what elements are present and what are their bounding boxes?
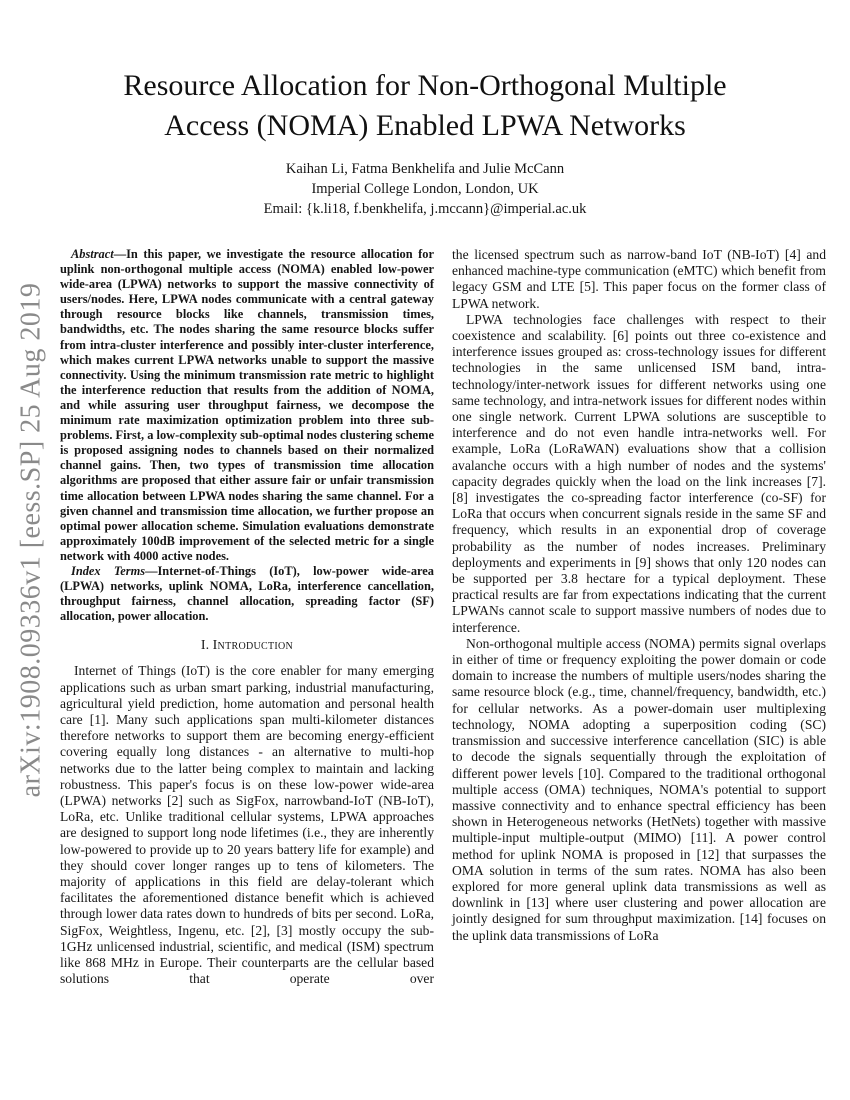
section-title: Introduction	[212, 638, 294, 654]
column-right	[452, 247, 826, 987]
affiliation-line: Imperial College London, London, UK	[311, 181, 539, 197]
section-heading-introduction	[60, 638, 434, 654]
abstract-text: —In this paper, we investigate the resource allocation for uplink non-orthogonal multiple access (NOMA) enabled low-power wide-area (LPWA) networks to support the massive connectivity of users/nodes. Here, LPWA nodes communicate with a central gateway through resource blocks like channels, transmission times, bandwidths, etc. The nodes sharing the same resource blocks suffer from intra-cluster interference and possibly inter-cluster interference, which makes current LPWA networks unable to support the massive connectivity. Using the minimum transmission rate metric to highlight the interference reduction that results from the addition of NOMA, and while assuring user throughput fairness, we decompose the minimum rate maximization optimization problem into three sub-problems. First, a low-complexity sub-optimal nodes clustering scheme is proposed assigning nodes to channels based on their normalized channel gains. Then, two types of transmission time allocation algorithms are proposed that either assure fair or unfair transmission time allocation between LPWA nodes sharing the same channel. For a given channel and transmission time allocation, we further propose an optimal power allocation scheme. Simulation evaluations demonstrate approximately 100dB improvement of the selected metric for a single network with 4000 active nodes.	[60, 247, 434, 563]
title-line-2: Access (NOMA) Enabled LPWA Networks	[164, 109, 686, 142]
index-terms-label: Index Terms	[71, 563, 146, 578]
arxiv-watermark	[2, 240, 60, 840]
abstract-paragraph	[60, 247, 434, 564]
arxiv-watermark-text: arXiv:1908.09336v1 [eess.SP] 25 Aug 2019	[15, 282, 46, 798]
index-terms-paragraph	[60, 564, 434, 624]
email-line: Email: {k.li18, f.benkhelifa, j.mccann}@imperial.ac.uk	[263, 201, 587, 217]
two-column-body	[60, 247, 826, 987]
intro-paragraph-1-right: the licensed spectrum such as narrow-band IoT (NB-IoT) [4] and enhanced machine-type communication (eMTC) which benefit from legacy GSM and LTE [5]. This paper focus on the former class of LPWA network.	[452, 247, 826, 311]
section-number: I.	[200, 638, 210, 654]
intro-paragraph-1-left: Internet of Things (IoT) is the core enabler for many emerging applications such as urban smart parking, industrial manufacturing, agricultural yield prediction, home automation and personal health care [1]. Many such applications span multi-kilometer distances therefore networks to support them are becoming energy-efficient covering equally long distances - an alternative to multi-hop networks due to the latter being complex to maintain and lacking robustness. This paper's focus is on these low-power wide-area (LPWA) networks [2] such as SigFox, narrowband-IoT (NB-IoT), LoRa, etc. Unlike traditional cellular systems, LPWA approaches are designed to support long node lifetimes (i.e., they are inherently low-powered to provide up to 20 years battery life for example) and they should cover longer ranges up to tens of kilometers. The majority of applications in this field are delay-tolerant which facilitates the aforementioned distance benefit which is achieved through lower data rates down to hundreds of bits per second. LoRa, SigFox, Weightless, Ingenu, etc. [2], [3] mostly occupy the sub-1GHz unlicensed industrial, scientific, and medical (ISM) spectrum like 868 MHz in Europe. Their counterparts are the cellular based solutions that operate over	[60, 663, 434, 987]
author-block	[0, 159, 850, 219]
paper-title	[0, 66, 850, 146]
intro-paragraph-3: Non-orthogonal multiple access (NOMA) permits signal overlaps in either of time or frequency exploiting the power domain or code domain to increase the numbers of multiple users/nodes sharing the same resource block (e.g., time, channel/frequency, bandwidth, etc.) for cellular networks. As a power-domain user multiplexing technology, NOMA adopting a superposition coding (SC) transmission and successive interference cancellation (SIC) is able to decode the signals sequentially through the exploitation of different power levels [10]. Compared to the traditional orthogonal multiple access (OMA) techniques, NOMA's potential to support massive connectivity and to enhance spectral efficiency has been shown in Heterogeneous networks (HetNets) together with massive multiple-input multiple-output (MIMO) [11]. A power control method for uplink NOMA is proposed in [12] that surpasses the OMA solution in terms of the sum rates. NOMA has also been explored for more general uplink data transmissions as well as downlink in [13] where user clustering and power allocation are jointly designed for sum throughput maximization. [14] focuses on the uplink data transmissions of LoRa	[452, 635, 826, 943]
column-left	[60, 247, 434, 987]
title-line-1: Resource Allocation for Non-Orthogonal Multiple	[123, 69, 727, 102]
index-terms-text: —Internet-of-Things (IoT), low-power wide-area (LPWA) networks, uplink NOMA, LoRa, interference cancellation, throughput fairness, channel allocation, spreading factor (SF) allocation, power allocation.	[60, 563, 434, 624]
authors-line: Kaihan Li, Fatma Benkhelifa and Julie McCann	[285, 161, 565, 177]
abstract-label: Abstract	[71, 247, 114, 261]
paper-header	[0, 0, 850, 219]
intro-paragraph-2: LPWA technologies face challenges with respect to their coexistence and scalability. [6] points out three co-existence and interference issues grouped as: cross-technology issues for different technologies in the same unlicensed ISM band, intra-technology/inter-network issues for different networks using one same technology, and intra-network issues for different nodes within one single network. Current LPWA solutions are susceptible to interference and do not even handle intra-networks well. For example, LoRa (LoRaWAN) evaluations show that a collision avalanche occurs with a high number of nodes and the systems' capacity degrades quickly when the load on the link increases [7]. [8] investigates the co-spreading factor interference (co-SF) for LoRa that occurs when concurrent signals reside in the same SF and frequency, which results in an exponential drop of coverage probability as the number of nodes increases. Preliminary deployments and experiments in [9] shows that only 120 nodes can be supported per 3.8 hectare for a typical deployment. These practical results are far from expectations indicating that the current LPWANs cannot scale to support massive numbers of nodes due to interference.	[452, 311, 826, 635]
